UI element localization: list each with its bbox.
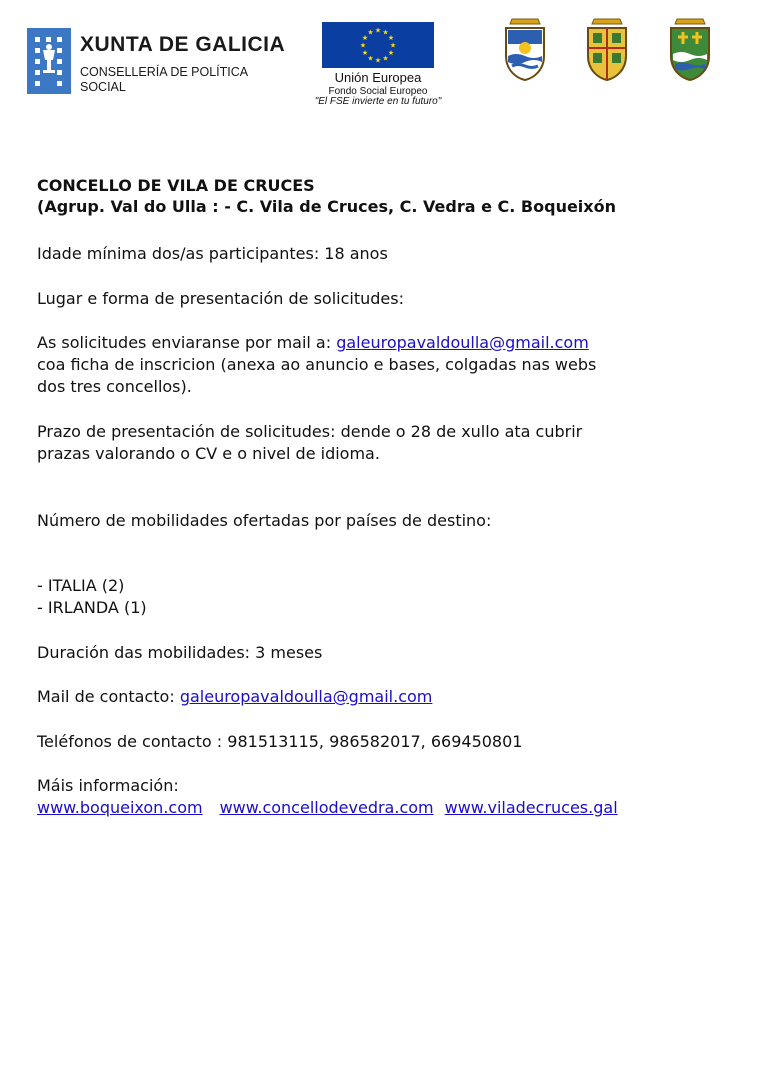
eu-title: Unión Europea bbox=[334, 70, 422, 85]
xunta-department: CONSELLERÍA DE POLÍTICA SOCIAL bbox=[80, 65, 249, 94]
document-title: CONCELLO DE VILA DE CRUCES bbox=[37, 176, 315, 195]
eu-star-icon: ★ bbox=[389, 41, 397, 50]
more-info-label: Máis información: bbox=[37, 776, 179, 795]
crest-vedra-icon bbox=[584, 18, 630, 82]
deadline-line1: Prazo de presentación de solicitudes: dende o 28 de xullo ata cubrir bbox=[37, 422, 583, 441]
eu-fund: Fondo Social Europeo bbox=[328, 86, 428, 97]
email-note-line1: coa ficha de inscricion (anexa ao anuncio e bases, colgadas nas webs bbox=[37, 355, 597, 374]
eu-star-icon: ★ bbox=[374, 26, 382, 35]
contact-mail-line bbox=[37, 686, 432, 707]
email-line bbox=[37, 332, 589, 353]
contact-mail-link[interactable]: galeuropavaldoulla@gmail.com bbox=[179, 687, 433, 706]
websites-line bbox=[37, 797, 618, 818]
eu-star-icon: ★ bbox=[361, 34, 369, 42]
eu-star-icon: ★ bbox=[361, 49, 369, 57]
duration-text: Duración das mobilidades: 3 meses bbox=[37, 643, 323, 662]
website-link-vedra[interactable]: www.concellodevedra.com bbox=[219, 798, 434, 817]
eu-star-icon: ★ bbox=[359, 41, 367, 50]
submission-heading: Lugar e forma de presentación de solicitudes: bbox=[37, 289, 404, 308]
eu-star-icon: ★ bbox=[382, 54, 389, 63]
website-link-boqueixon[interactable]: www.boqueixon.com bbox=[37, 798, 203, 817]
email-intro: As solicitudes enviaranse por mail a: bbox=[37, 333, 337, 352]
website-link-vila-de-cruces[interactable]: www.viladecruces.gal bbox=[444, 798, 618, 817]
document-subtitle: (Agrup. Val do Ulla : - C. Vila de Cruces, C. Vedra e C. Boqueixón bbox=[37, 197, 616, 216]
crest-vila-de-cruces-icon bbox=[502, 18, 548, 82]
xunta-name: XUNTA DE GALICIA bbox=[80, 33, 286, 56]
eu-flag-icon bbox=[322, 22, 434, 68]
eu-star-icon: ★ bbox=[387, 34, 395, 42]
eu-motto: "El FSE invierte en tu futuro" bbox=[314, 96, 442, 107]
crest-boqueixon-icon bbox=[667, 18, 713, 82]
country-item: - ITALIA (2) bbox=[37, 576, 125, 595]
eu-star-icon: ★ bbox=[374, 56, 382, 65]
country-item: - IRLANDA (1) bbox=[37, 598, 147, 617]
min-age-text: Idade mínima dos/as participantes: 18 anos bbox=[37, 244, 388, 263]
email-note-line2: dos tres concellos). bbox=[37, 377, 192, 396]
phones-text: Teléfonos de contacto : 981513115, 986582017, 669450801 bbox=[37, 732, 523, 751]
email-link[interactable]: galeuropavaldoulla@gmail.com bbox=[336, 333, 589, 352]
eu-star-icon: ★ bbox=[367, 28, 374, 37]
contact-mail-label: Mail de contacto: bbox=[37, 687, 180, 706]
deadline-line2: prazas valorando o CV e o nivel de idioma. bbox=[37, 444, 380, 463]
mobilities-heading: Número de mobilidades ofertadas por países de destino: bbox=[37, 511, 492, 530]
eu-star-icon: ★ bbox=[367, 54, 374, 63]
eu-star-icon: ★ bbox=[382, 28, 389, 37]
xunta-logo-icon bbox=[27, 28, 71, 94]
eu-star-icon: ★ bbox=[387, 49, 395, 57]
